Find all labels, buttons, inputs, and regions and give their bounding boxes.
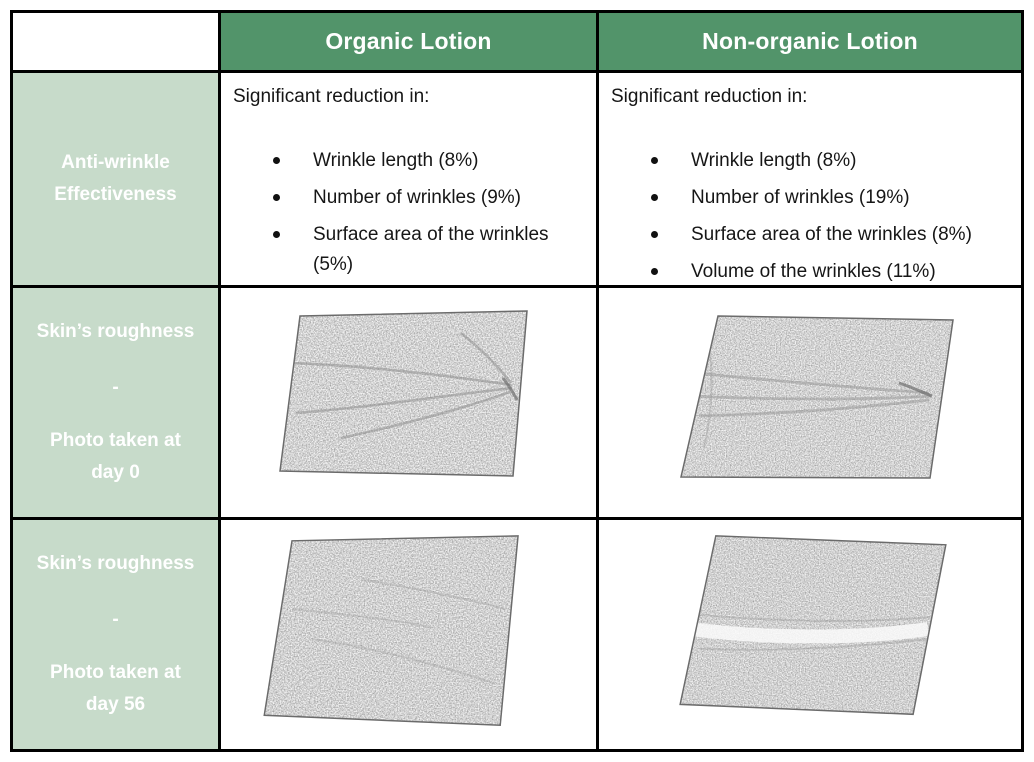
row-label-line: day 0 xyxy=(91,461,140,483)
effectiveness-nonorganic-cell xyxy=(599,73,1021,285)
row-label-dash: - xyxy=(112,609,119,631)
bullet-item: Surface area of the wrinkles (8%) xyxy=(611,220,1013,250)
photo-cell-organic-day56 xyxy=(221,520,596,749)
effectiveness-nonorganic-list xyxy=(611,146,1013,285)
row-label-line: Skin’s roughness xyxy=(36,320,195,342)
row-label-line: Effectiveness xyxy=(54,184,177,205)
bullet-item: Wrinkle length (8%) xyxy=(611,146,1013,176)
row-label-line: Photo taken at xyxy=(50,661,181,683)
skin-photo-nonorganic-day0-image xyxy=(599,288,1021,517)
row-label-effectiveness xyxy=(13,73,218,285)
bullet-item: Volume of the wrinkles (11%) xyxy=(611,257,1013,285)
header-nonorganic-lotion xyxy=(599,13,1021,70)
photo-cell-nonorganic-day56 xyxy=(599,520,1021,749)
photo-cell-nonorganic-day0 xyxy=(599,288,1021,517)
header-organic-lotion xyxy=(221,13,596,70)
skin-photo-nonorganic-day56-image xyxy=(599,520,1021,749)
effectiveness-nonorganic-intro: Significant reduction in: xyxy=(611,86,808,107)
effectiveness-organic-cell xyxy=(221,73,596,285)
row-label-line: Anti-wrinkle xyxy=(61,151,170,173)
skin-photo-organic-day0-image xyxy=(221,288,596,517)
header-nonorganic-label: Non-organic Lotion xyxy=(702,28,918,54)
comparison-table xyxy=(10,10,1024,752)
skin-photo-organic-day56-image xyxy=(221,520,596,749)
bullet-item: Wrinkle length (8%) xyxy=(233,146,588,176)
row-label-line: Skin’s roughness xyxy=(36,552,195,574)
effectiveness-organic-list xyxy=(233,146,588,280)
effectiveness-organic-intro: Significant reduction in: xyxy=(233,86,430,107)
row-label-line: Photo taken at xyxy=(50,429,181,451)
photo-cell-organic-day0 xyxy=(221,288,596,517)
bullet-item: Number of wrinkles (9%) xyxy=(233,183,588,213)
row-label-roughness-day0 xyxy=(13,288,218,517)
row-label-roughness-day56 xyxy=(13,520,218,749)
header-empty-cell xyxy=(13,13,218,70)
row-label-dash: - xyxy=(112,377,119,399)
header-organic-label: Organic Lotion xyxy=(325,28,492,54)
row-label-line: day 56 xyxy=(85,693,146,715)
bullet-item: Surface area of the wrinkles (5%) xyxy=(233,220,588,280)
bullet-item: Number of wrinkles (19%) xyxy=(611,183,1013,213)
